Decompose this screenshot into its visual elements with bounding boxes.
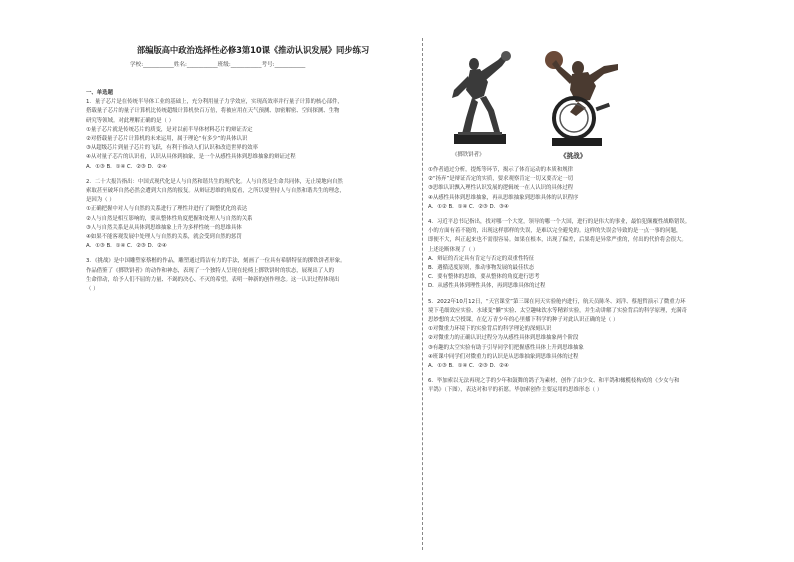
question-text-line: 作品借鉴了《掷铁饼者》的动作和神态，表现了一个独特人呈现在轮椅上掷铁饼时的状态，展现出了人的 [86, 267, 334, 274]
question-text-line: 2．二十大报告指出：中国式现代化是人与自然和谐共生的现代化。人与自然是生命共同体，无止境地向自然 [86, 178, 343, 185]
question-4 [428, 218, 763, 292]
question-2 [86, 178, 416, 252]
answer-option: B．遇循适度原则，推动事物发展的最佳状态 [428, 265, 535, 272]
question-text-line: 是因为（ ） [86, 197, 115, 204]
left-column [86, 89, 416, 294]
question-text-line: 搭载量子芯片的量子计算机比传统超级计算机快百万倍，将被应用在天气预测、加密解密、空间探测、生物 [86, 108, 340, 115]
question-text-line: 小的方面有着不能的，出现这样那样的失误，是难以完全避免的。这样的失误会导致的是一点一事的问题， [428, 228, 682, 235]
caption-challenge: 《挑战》 [560, 152, 587, 160]
question-text-line: 即便不大，纠正起来也不需很容易。如果在根本，出现了偏差，后果将是异常严重的，付出的代价将会很大。 [428, 237, 687, 244]
caption-discobolus: 《掷铁饼者》 [452, 152, 485, 158]
question-text-line: 5．2022年10月12日，“天宫课堂”第三课在问天实验舱内进行，航天员陈冬、刘洋、蔡旭哲演示了微重力环 [428, 298, 686, 305]
statement-option: ④从感性具体到思维抽象，再从思维抽象到思维具体的认识程序 [428, 194, 579, 201]
question-5 [428, 298, 763, 372]
column-divider [422, 38, 423, 550]
statement-option: ②对微重力的正确认识过程分为从感性具体到思维抽象两个阶段 [428, 335, 579, 342]
question-text-line: 思妙想的太空授课，在亿万青少年的心里播下科学的种子对此认识正确的是（ ） [428, 317, 619, 324]
page-title: 部编版高中政治选择性必修3第10课《推动认识发展》同步练习 [136, 45, 370, 55]
question-text-line: 4．习近平总书记指出，找对哪一个大宽，领导的哪一个大国，进行的是伟大的事业，最怕犯颠覆性战略错误。 [428, 219, 691, 226]
answer-option: C．要有整体的思维，要从整体的角度进行思考 [428, 274, 540, 281]
question-text-line: 平鸽》（下图），表达对和平的祈愿。毕加索创作主要运用的思维形态（ ） [428, 387, 603, 394]
statement-option: ②“扬弃”是辩证否定的实质，要求观察肯定一切又要否定一切 [428, 176, 574, 183]
question-text-line: （ ） [86, 286, 99, 293]
answer-choices: A．①③ B．①④ C．②③ D．②④ [428, 363, 509, 370]
question-3 [86, 257, 416, 294]
statement-option: ④如果不能客观发展中处理人与自然的关系，就会受到自然的惩罚 [86, 234, 242, 241]
question-text-line: 索取甚至破坏自然必然会遭到大自然的报复。从辩证思维的角度看，之所以要坚持人与自然和谐共生的理念， [86, 188, 345, 195]
statement-option: ①量子芯片就是传统芯片的质变，是对以前半导体材料芯片的辩证否定 [86, 126, 253, 133]
statement-option: ②对搭载量子芯片计算机的未来运用，属于理论“有多少”的具体认识 [86, 136, 248, 143]
section-heading: 一、单选题 [86, 90, 113, 96]
answer-option: A．辩证的否定具有肯定与否定的双重性特征 [428, 255, 535, 262]
answer-option: D．从感性具体到理性具体，再到思维具体的过程 [428, 283, 546, 290]
question-3-options [428, 166, 763, 212]
question-text-line: 研究等领域。对此理解正确的是（ ） [86, 117, 174, 124]
statement-option: ①正确把握中对人与自然的关系进行了理性并进行了调整优化的表达 [86, 206, 248, 213]
statement-option: ①对微重力环境下的实验背后的科学理论的深刻认识 [428, 326, 552, 333]
answer-choices: A．①③ B．①④ C．②③ D．②④ [86, 163, 167, 170]
statement-option: ③思维认识飘入理性认识发展的逻辑统一在人认识的具体过程 [428, 185, 573, 192]
question-1 [86, 98, 416, 172]
answer-choices: A．①② B．①④ C．②③ D．③④ [428, 203, 509, 210]
statement-option: ④班课中同学们对微重力的认识是从思维抽象到思维具体的过程 [428, 353, 579, 360]
question-text-line: 6．毕加索以无法再现之手的少年和鼓舞的鸽子为素材，创作了由少女、和平鸽和橄榄枝构成的《少女与和 [428, 378, 680, 385]
question-6 [428, 377, 763, 395]
question-text-line: 1．量子芯片是在传统半导体工业的基础上，充分利用量子力学效应，实现高效率并行量子计算的核心部件， [86, 99, 343, 106]
statement-option: ③人与自然关系是从具体到思维抽象上升为多样性统一的思维具体 [86, 224, 242, 231]
statement-option: ④从对量子芯片的认识看，认识从具体到抽象，是一个从感性具体到思维抽象的辩证过程 [86, 154, 296, 161]
statement-option: ①作者通过分析，提炼等环节，揭示了体育运动的本质和规律 [428, 167, 573, 173]
question-text-line: 境下毛细效应实验、水球变“懒”实验、太空趣味饮水等精彩实验，并生动讲解了实验背后的科学原理，充满奇 [428, 307, 687, 314]
right-column [428, 166, 763, 396]
statement-option: ③从超级芯片到量子芯片的飞跃，有利于推动人们认识和改造世界的效率 [86, 145, 258, 152]
student-info-line: 学校:___________姓名:___________班级:___________考号:___________ [130, 62, 306, 68]
challenge-statue-image [530, 46, 630, 148]
statement-option: ②人与自然是相互影响的，要从整体性角度把握和处理人与自然的关系 [86, 215, 253, 222]
question-text-line: 上述论断体现了（ ） [428, 246, 479, 253]
statement-option: ③有趣的太空实验有助于引导同学们把握感性具体上升到思维抽象 [428, 344, 584, 351]
answer-choices: A．①③ B．①④ C．②③ D．②④ [86, 243, 167, 250]
discobolus-statue-image [444, 50, 514, 148]
question-text-line: 生命律动，给予人们不屈的力量、不竭的决心、不灭的希望，表明一种新的创作理念。这一认识过程体现出 [86, 276, 340, 283]
question-text-line: 3．《挑战》是中国雕塑家蔡楷的作品，雕塑通过简洁有力的手法，刻画了一位具有希腊特征的掷铁饼者形象。 [86, 258, 346, 265]
